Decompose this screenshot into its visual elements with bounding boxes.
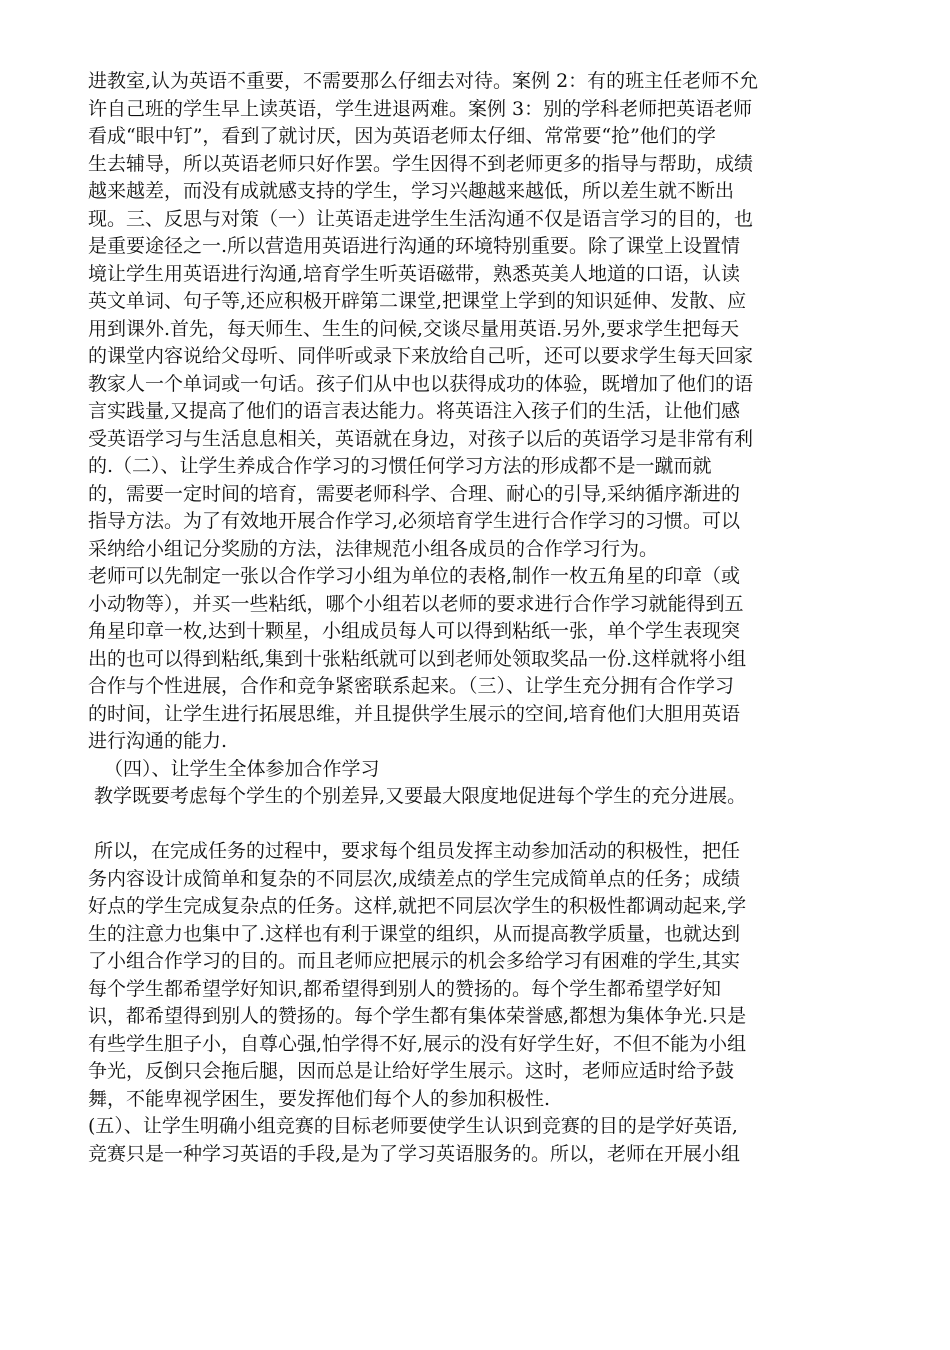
text-line: 竞赛只是一种学习英语的手段,是为了学习英语服务的。所以，老师在开展小组	[88, 1142, 741, 1165]
text-line: 是重要途径之一.所以营造用英语进行沟通的环境特别重要。除了课堂上设置情	[88, 235, 741, 257]
text-line: 受英语学习与生活息息相关，英语就在身边，对孩子以后的英语学习是非常有利	[88, 427, 754, 450]
text-line: 争光，反倒只会拖后腿，因而总是让给好学生展示。这时，老师应适时给予鼓	[88, 1060, 735, 1082]
section-heading: （四）、让学生全体参加合作学习	[104, 757, 380, 780]
text-line: 合作与个性进展，合作和竞争紧密联系起来。（三）、让学生充分拥有合作学习	[88, 675, 735, 697]
text-line: 出的也可以得到粘纸,集到十张粘纸就可以到老师处领取奖品一份.这样就将小组	[88, 647, 747, 670]
text-line: 教家人一个单词或一句话。孩子们从中也以获得成功的体验，既增加了他们的语	[88, 372, 754, 395]
text-line: 英文单词、句子等,还应积极开辟第二课堂,把课堂上学到的知识延伸、发散、应	[88, 290, 747, 312]
text-line: 角星印章一枚,达到十颗星，小组成员每人可以得到粘纸一张，单个学生表现突	[88, 620, 741, 642]
text-line: 的时间，让学生进行拓展思维，并且提供学生展示的空间,培育他们大胆用英语	[88, 702, 741, 725]
text-line: 教学既要考虑每个学生的个别差异,又要最大限度地促进每个学生的充分进展。	[88, 785, 747, 807]
text-line: 所以，在完成任务的过程中，要求每个组员发挥主动参加活动的积极性，把任	[88, 840, 741, 862]
text-line: (五）、让学生明确小组竞赛的目标老师要使学生认识到竞赛的目的是学好英语,	[88, 1115, 738, 1137]
text-line: 每个学生都希望学好知识,都希望得到别人的赞扬的。每个学生都希望学好知	[88, 977, 722, 1000]
text-line: 舞，不能卑视学困生，要发挥他们每个人的参加积极性.	[88, 1087, 551, 1110]
text-line: 好点的学生完成复杂点的任务。这样,就把不同层次学生的积极性都调动起来,学	[88, 895, 747, 917]
text-line: 识，都希望得到别人的赞扬的。每个学生都有集体荣誉感,都想为集体争光.只是	[88, 1005, 747, 1027]
text-line: 越来越差，而没有成就感支持的学生，学习兴趣越来越低，所以差生就不断出	[88, 180, 735, 202]
text-line: 现。三、反思与对策（一）让英语走进学生生活沟通不仅是语言学习的目的，也	[88, 207, 754, 230]
text-line: 境让学生用英语进行沟通,培育学生听英语磁带，熟悉英美人地道的口语，认读	[88, 262, 741, 285]
text-line: 言实践量,又提高了他们的语言表达能力。将英语注入孩子们的生活，让他们感	[88, 400, 741, 422]
text-line: 采纳给小组记分奖励的方法，法律规范小组各成员的合作学习行为。	[88, 537, 659, 560]
blank-line	[88, 811, 898, 839]
text-line: 生去辅导，所以英语老师只好作罢。学生因得不到老师更多的指导与帮助，成绩	[88, 152, 754, 175]
text-line: 小动物等），并买一些粘纸，哪个小组若以老师的要求进行合作学习就能得到五	[88, 592, 744, 615]
text-line: 务内容设计成简单和复杂的不同层次,成绩差点的学生完成简单点的任务；成绩	[88, 867, 741, 890]
text-line: 的课堂内容说给父母听、同伴听或录下来放给自己听，还可以要求学生每天回家	[88, 345, 754, 367]
text-line: 有些学生胆子小，自尊心强,怕学得不好,展示的没有好学生好，不但不能为小组	[88, 1032, 747, 1055]
text-line: 的，需要一定时间的培育，需要老师科学、合理、耐心的引导,采纳循序渐进的	[88, 482, 741, 505]
text-line: 进教室,认为英语不重要，不需要那么仔细去对待。案例 2：有的班主任老师不允	[88, 70, 759, 92]
text-line: 进行沟通的能力.	[88, 730, 228, 752]
text-line: 许自己班的学生早上读英语，学生进退两难。案例 3：别的学科老师把英语老师	[88, 97, 753, 120]
text-line: 老师可以先制定一张以合作学习小组为单位的表格,制作一枚五角星的印章（或	[88, 565, 741, 587]
text-line: 生的注意力也集中了.这样也有利于课堂的组织，从而提高教学质量，也就达到	[88, 922, 741, 945]
text-line: 指导方法。为了有效地开展合作学习,必须培育学生进行合作学习的习惯。可以	[88, 510, 741, 532]
text-line: 的.（二）、让学生养成合作学习的习惯任何学习方法的形成都不是一蹴而就	[88, 455, 712, 477]
body-text	[88, 68, 898, 1168]
text-line: 看成“眼中钉”，看到了就讨厌，因为英语老师太仔细、常常要“抢”他们的学	[88, 125, 716, 147]
text-line: 了小组合作学习的目的。而且老师应把展示的机会多给学习有困难的学生,其实	[88, 950, 741, 972]
text-line: 用到课外.首先，每天师生、生生的问候,交谈尽量用英语.另外,要求学生把每天	[88, 317, 740, 340]
